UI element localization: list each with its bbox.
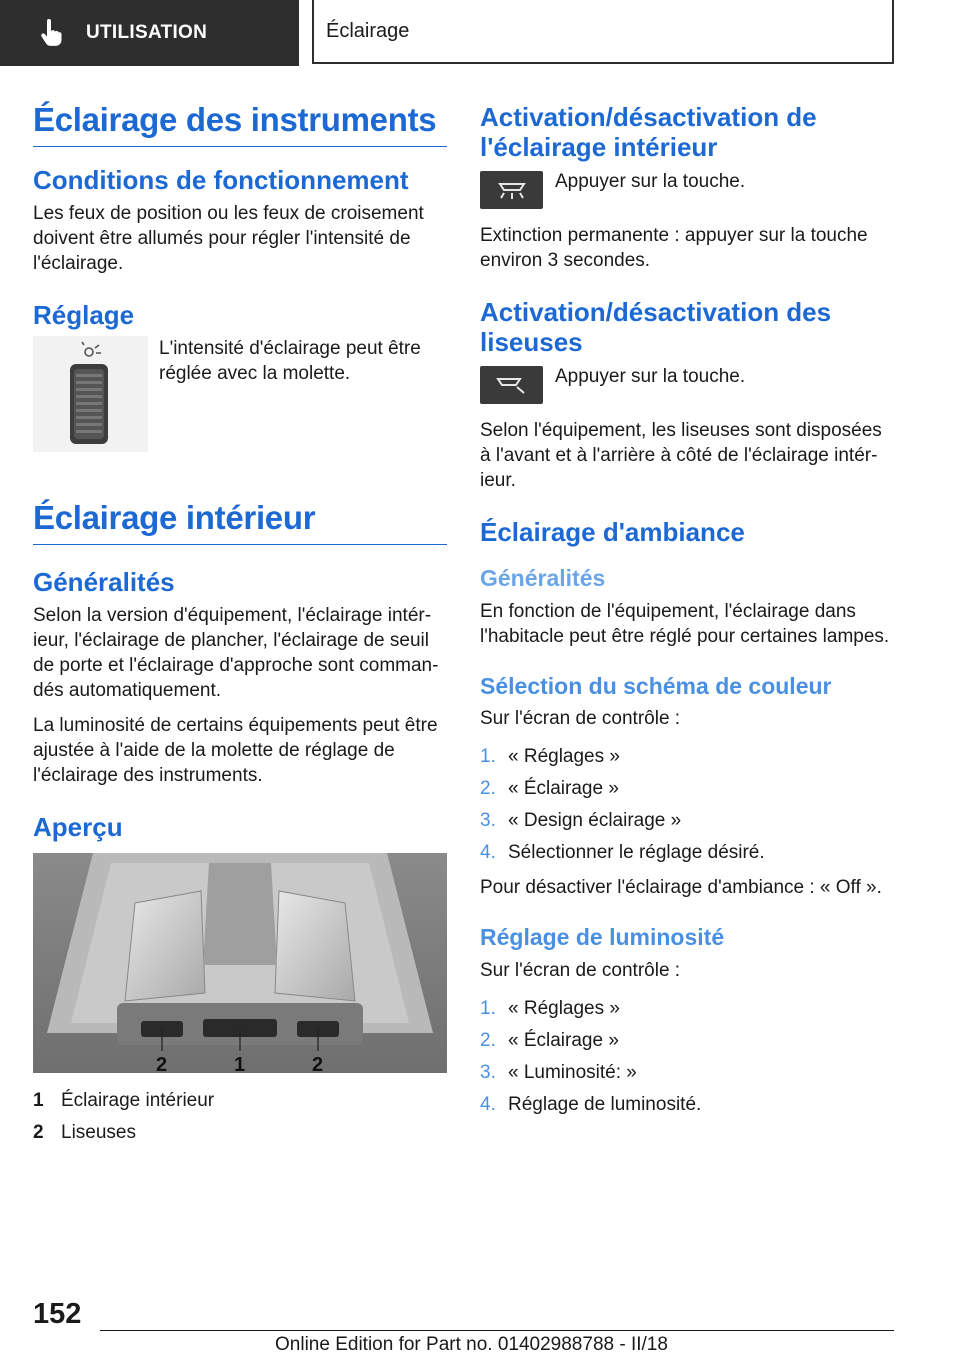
lum-steps bbox=[480, 993, 894, 1121]
page-number: 152 bbox=[33, 1298, 82, 1330]
dimmer-wheel-image bbox=[33, 336, 148, 452]
ambiance-title: Éclairage d'ambiance bbox=[480, 516, 745, 547]
right-column bbox=[480, 102, 894, 1127]
reading-light-button-icon bbox=[480, 366, 543, 404]
step-text: « Éclairage » bbox=[508, 1029, 619, 1051]
legend-item bbox=[33, 1085, 447, 1117]
list-item bbox=[480, 837, 894, 869]
left-column bbox=[33, 100, 447, 1149]
hand-pointer-icon bbox=[36, 18, 66, 48]
act-interieur-btn-text: Appuyer sur la touche. bbox=[555, 170, 746, 192]
schema-title: Sélection du schéma de couleur bbox=[480, 672, 832, 699]
list-item bbox=[480, 741, 894, 773]
legend-number: 1 bbox=[33, 1089, 44, 1111]
act-liseuses-row bbox=[480, 366, 894, 404]
schema-intro: Sur l'écran de contrôle : bbox=[480, 708, 681, 730]
step-text: « Réglages » bbox=[508, 746, 620, 768]
edition-text: Online Edition for Part no. 01402988788 - II/18 bbox=[275, 1334, 668, 1355]
legend-text: Éclairage intérieur bbox=[61, 1089, 215, 1111]
act-interieur-text: Extinction permanente : appuyer sur la touche environ 3 secondes. bbox=[480, 224, 868, 271]
lum-intro: Sur l'écran de contrôle : bbox=[480, 959, 681, 981]
list-item bbox=[480, 1025, 894, 1057]
section-label: UTILISATION bbox=[86, 22, 208, 43]
conditions-text: Les feux de position ou les feux de croisement doivent être allumés pour régler l'intensité de l'éclairage. bbox=[33, 203, 424, 274]
step-number: 3. bbox=[480, 1061, 496, 1083]
interior-light-button-icon bbox=[480, 171, 543, 209]
generalites-p1: Selon la version d'équipement, l'éclairage intérieur, l'éclairage de plancher, l'éclairage de seuil de porte et l'éclairage d'approche sont commandés automatiquement. bbox=[33, 605, 439, 702]
step-number: 2. bbox=[480, 778, 496, 800]
reglage-row bbox=[33, 336, 447, 452]
photo-label-left: 2 bbox=[156, 1053, 168, 1073]
section-tab bbox=[0, 0, 299, 66]
photo-legend bbox=[33, 1085, 447, 1149]
apercu-title: Aperçu bbox=[33, 812, 123, 843]
conditions-title: Conditions de fonctionnement bbox=[33, 164, 409, 195]
step-text: « Éclairage » bbox=[508, 778, 619, 800]
chapter-box bbox=[312, 0, 894, 64]
amb-generalites-text: En fonction de l'équipement, l'éclairage dans l'habitacle peut être réglé pour certaines lampes. bbox=[480, 600, 890, 647]
instruments-title: Éclairage des instruments bbox=[33, 101, 437, 138]
lum-title: Réglage de luminosité bbox=[480, 924, 725, 951]
step-text: « Réglages » bbox=[508, 997, 620, 1019]
photo-label-right: 2 bbox=[312, 1053, 324, 1073]
interieur-heading-block bbox=[33, 498, 447, 545]
list-item bbox=[480, 773, 894, 805]
step-text: Sélectionner le réglage désiré. bbox=[508, 842, 765, 864]
step-number: 2. bbox=[480, 1029, 496, 1051]
act-liseuses-title: Activation/désactivation des liseuses bbox=[480, 296, 832, 358]
interieur-title: Éclairage intérieur bbox=[33, 499, 316, 537]
list-item bbox=[480, 1089, 894, 1121]
reglage-text: L'intensité d'éclairage peut être réglée avec la molette. bbox=[159, 338, 421, 385]
schema-off-text: Pour désactiver l'éclairage d'ambiance : « Off ». bbox=[480, 877, 882, 899]
step-number: 3. bbox=[480, 810, 496, 832]
footer-divider bbox=[100, 1330, 894, 1331]
overhead-console-photo bbox=[33, 853, 447, 1073]
act-liseuses-btn-text: Appuyer sur la touche. bbox=[555, 365, 746, 387]
step-text: « Luminosité: » bbox=[508, 1061, 637, 1083]
page-header bbox=[0, 0, 960, 66]
step-number: 4. bbox=[480, 842, 496, 864]
legend-text: Liseuses bbox=[61, 1121, 136, 1143]
legend-item bbox=[33, 1117, 447, 1149]
list-item bbox=[480, 993, 894, 1025]
step-number: 1. bbox=[480, 746, 496, 768]
photo-label-center: 1 bbox=[234, 1053, 246, 1073]
amb-generalites-title: Généralités bbox=[480, 565, 606, 592]
act-interieur-title: Activation/désactivation de l'éclairage intérieur bbox=[480, 102, 817, 163]
act-liseuses-text: Selon l'équipement, les liseuses sont disposées à l'avant et à l'arrière à côté de l'éclairage intérieur. bbox=[480, 419, 882, 491]
step-number: 4. bbox=[480, 1093, 496, 1115]
step-text: Réglage de luminosité. bbox=[508, 1093, 702, 1115]
act-interieur-row bbox=[480, 171, 894, 209]
chapter-label: Éclairage bbox=[326, 19, 410, 42]
reglage-title: Réglage bbox=[33, 300, 135, 330]
list-item bbox=[480, 805, 894, 837]
step-number: 1. bbox=[480, 997, 496, 1019]
generalites-p2: La luminosité de certains équipements peut être ajustée à l'aide de la molette de réglage de l'éclairage des instruments. bbox=[33, 715, 438, 787]
legend-number: 2 bbox=[33, 1121, 44, 1143]
instruments-heading-block bbox=[33, 100, 447, 147]
step-text: « Design éclairage » bbox=[508, 810, 682, 832]
schema-steps bbox=[480, 741, 894, 869]
generalites-title: Généralités bbox=[33, 567, 175, 597]
list-item bbox=[480, 1057, 894, 1089]
